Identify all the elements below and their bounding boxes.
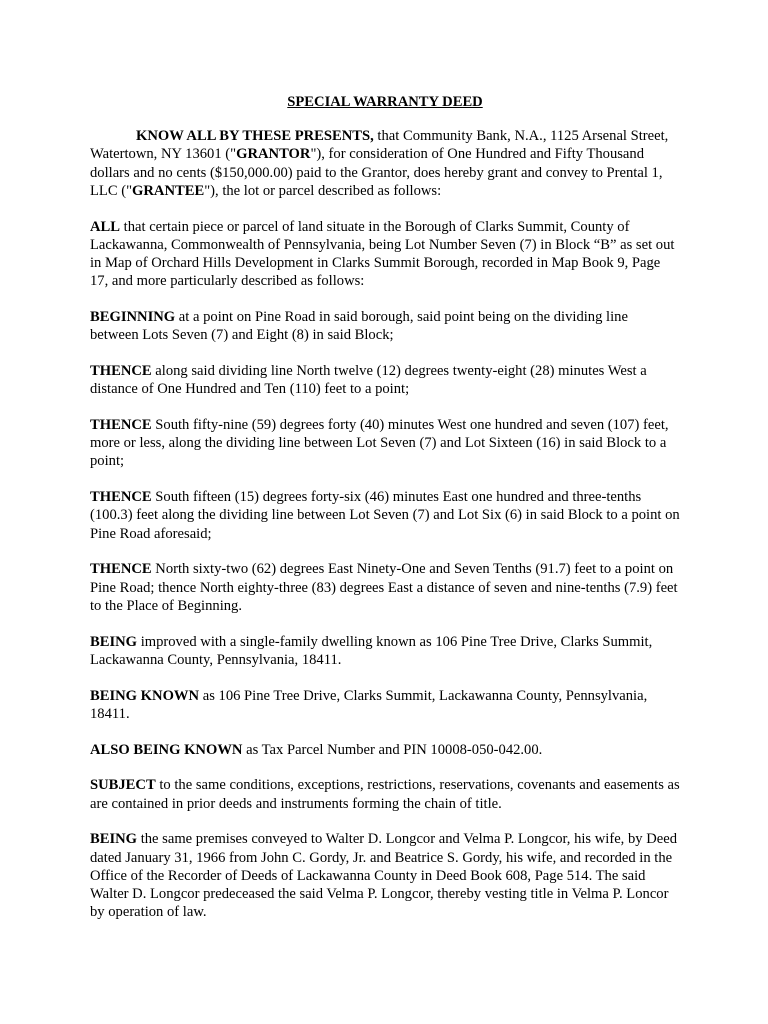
paragraph-text: South fifty-nine (59) degrees forty (40) minutes West one hundred and seven (107) feet, more or less, along the dividing line between Lot Seven (7) and Lot Sixteen (16) in said Block to a point; (90, 417, 669, 470)
paragraph-lead: BEING (90, 831, 138, 848)
thence-paragraph-4 (90, 560, 680, 615)
intro-paragraph (90, 127, 680, 200)
paragraph-text: South fifteen (15) degrees forty-six (46) minutes East one hundred and three-tenths (100.3) feet along the dividing line between Lot Seven (7) and Lot Six (6) in said Block to a point on Pine Road aforesaid; (90, 489, 680, 542)
paragraph-lead: BEGINNING (90, 309, 176, 326)
intro-text-2: "), for consideration of One Hundred and Fifty Thousand dollars and no cents ($150,000.00) paid to the Grantor, does hereby grant and convey to Prental 1, LLC (" (90, 146, 663, 199)
intro-text-3: "), the lot or parcel described as follows: (204, 182, 442, 199)
grantee-term: GRANTEE (132, 182, 205, 199)
paragraph-lead: BEING (90, 633, 138, 650)
paragraph-text: that certain piece or parcel of land situate in the Borough of Clarks Summit, County of Lackawanna, Commonwealth of Pennsylvania, being Lot Number Seven (7) in Block “B” as set out in Map of Orchard Hills Development in Clarks Summit Borough, recorded in Map Book 9, Page 17, and more particularly described as follows: (90, 218, 675, 290)
also-being-known-paragraph (90, 741, 680, 759)
paragraph-lead: ALL (90, 218, 121, 235)
deed-page (90, 93, 680, 939)
paragraph-lead: SUBJECT (90, 777, 156, 794)
document-title: SPECIAL WARRANTY DEED (287, 94, 483, 110)
paragraph-text: improved with a single-family dwelling known as 106 Pine Tree Drive, Clarks Summit, Lackawanna County, Pennsylvania, 18411. (90, 633, 653, 668)
thence-paragraph-1 (90, 362, 680, 398)
paragraph-lead: BEING KNOWN (90, 687, 200, 704)
all-paragraph (90, 218, 680, 291)
intro-lead: KNOW ALL BY THESE PRESENTS, (136, 128, 374, 145)
paragraph-lead: ALSO BEING KNOWN (90, 741, 243, 758)
paragraph-lead: THENCE (90, 561, 152, 578)
thence-paragraph-2 (90, 416, 680, 471)
being-improved-paragraph (90, 633, 680, 669)
paragraph-text: to the same conditions, exceptions, restrictions, reservations, covenants and easements as are contained in prior deeds and instruments forming the chain of title. (90, 777, 680, 812)
paragraph-lead: THENCE (90, 489, 152, 506)
thence-paragraph-3 (90, 488, 680, 543)
paragraph-text: as Tax Parcel Number and PIN 10008-050-042.00. (242, 741, 543, 758)
grantor-term: GRANTOR (236, 146, 311, 163)
paragraph-lead: THENCE (90, 363, 152, 380)
paragraph-text: as 106 Pine Tree Drive, Clarks Summit, Lackawanna County, Pennsylvania, 18411. (90, 687, 648, 722)
paragraph-text: along said dividing line North twelve (12) degrees twenty-eight (28) minutes West a distance of One Hundred and Ten (110) feet to a point; (90, 363, 647, 398)
paragraph-text: North sixty-two (62) degrees East Ninety-One and Seven Tenths (91.7) feet to a point on Pine Road; thence North eighty-three (83) degrees East a distance of seven and nine-tenths (7.9) feet to the Place of Beginning. (90, 561, 678, 614)
paragraph-text: at a point on Pine Road in said borough, said point being on the dividing line between Lots Seven (7) and Eight (8) in said Block; (90, 309, 628, 344)
being-same-premises-paragraph (90, 830, 680, 921)
paragraph-lead: THENCE (90, 417, 152, 434)
beginning-paragraph (90, 308, 680, 344)
subject-paragraph (90, 776, 680, 812)
paragraph-text: the same premises conveyed to Walter D. Longcor and Velma P. Longcor, his wife, by Deed dated January 31, 1966 from John C. Gordy, Jr. and Beatrice S. Gordy, his wife, and recorded in the Office of the Recorder of Deeds of Lackawanna County in Deed Book 608, Page 514. The said Walter D. Longcor predeceased the said Velma P. Longcor, thereby vesting title in Velma P. Loncor by operation of law. (90, 831, 678, 921)
intro-text-1: that Community Bank, N.A., 1125 Arsenal Street, Watertown, NY 13601 (" (90, 128, 669, 163)
being-known-paragraph (90, 687, 680, 723)
